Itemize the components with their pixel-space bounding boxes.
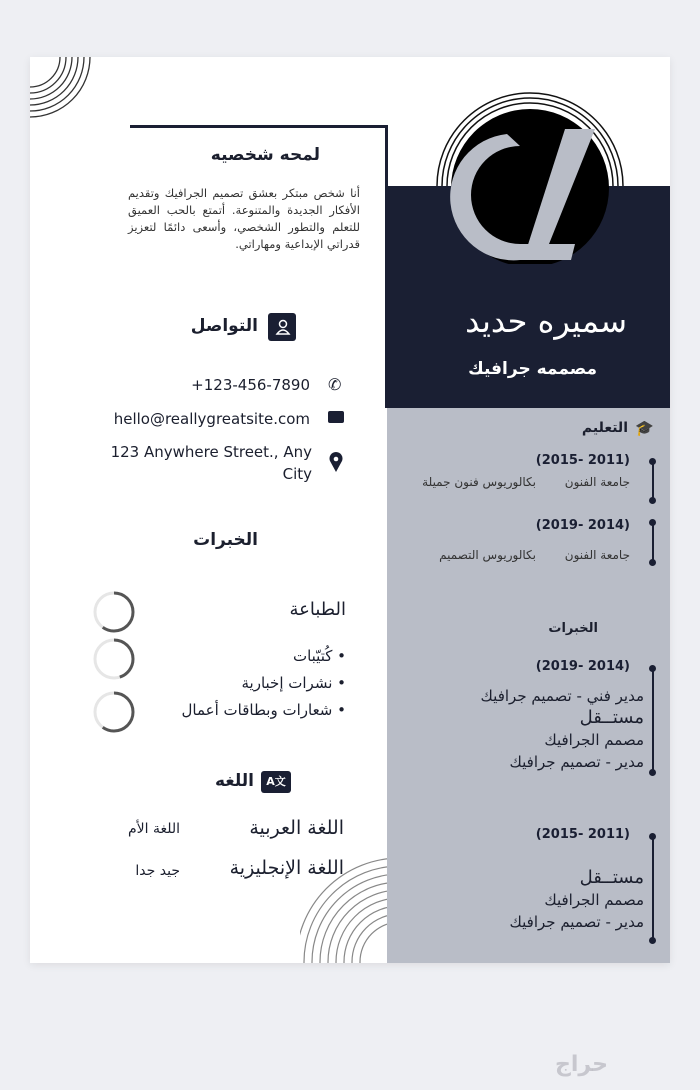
language-level: اللغة الأم xyxy=(127,821,180,837)
education-years: (2011 -2015) xyxy=(535,453,630,468)
skill-category: الطباعة xyxy=(289,599,346,620)
phone-text[interactable]: +123-456-7890 xyxy=(191,376,310,394)
frame-line xyxy=(130,125,388,128)
graduation-cap-icon: 🎓 xyxy=(635,419,654,437)
contact-heading: التواصل xyxy=(190,316,258,336)
education-school: جامعة الفنون xyxy=(564,548,630,562)
education-degree: بكالوريوس التصميم xyxy=(439,548,536,562)
education-heading: التعليم xyxy=(581,420,628,436)
language-name: اللغة الإنجليزية xyxy=(229,857,344,879)
translate-icon: A文 xyxy=(261,771,291,793)
experience-entry: مدير فني - تصميم جرافيك مستــقل مصمم الجرافيك مدير - تصميم جرافيك xyxy=(480,687,644,771)
contact-card-icon xyxy=(268,313,296,341)
watermark: حراج xyxy=(555,1052,608,1077)
address-text: 123 Anywhere Street., Any City xyxy=(110,443,312,483)
skill-level-ring xyxy=(92,590,136,634)
language-name: اللغة العربية xyxy=(249,817,344,839)
cv-card xyxy=(30,57,670,963)
experience-heading: الخبرات xyxy=(548,621,598,636)
language-level: جيد جدا xyxy=(135,863,180,879)
skill-item: • شعارات وبطاقات أعمال xyxy=(181,701,346,719)
email-icon xyxy=(328,411,344,423)
profile-text: أنا شخص مبتكر بعشق تصميم الجرافيك وتقديم الأفكار الجديدة والمتنوعة. أتمتع بالحب العميق للتعلم والتطور الشخصي، وأسعى دائمًا لتعزيز قدراتي الإبداعية ومهاراتي. xyxy=(128,186,360,251)
education-degree: بكالوريوس فنون جميلة xyxy=(422,475,536,489)
phone-icon: ✆ xyxy=(328,375,342,394)
candidate-name: سميره حديد xyxy=(465,302,627,340)
profile-heading: لمحه شخصيه xyxy=(210,145,320,165)
experience-entry: مستــقل مصمم الجرافيك مدير - تصميم جرافيك xyxy=(509,867,644,931)
skills-heading: الخبرات xyxy=(193,530,258,550)
email-text[interactable]: hello@reallygreatsite.com xyxy=(113,410,310,428)
education-school: جامعة الفنون xyxy=(564,475,630,489)
cv-logo xyxy=(425,74,635,264)
languages-heading: اللغه xyxy=(214,771,254,791)
skill-item: • كُتيّبات xyxy=(292,647,346,665)
experience-years: (2011 -2015) xyxy=(535,827,630,842)
candidate-title: مصممه جرافيك xyxy=(468,359,597,379)
decorative-arcs-top xyxy=(30,57,100,127)
location-icon xyxy=(328,451,344,473)
experience-years: (2014 -2019) xyxy=(535,659,630,674)
skills-list xyxy=(130,643,346,724)
education-years: (2014 -2019) xyxy=(535,518,630,533)
skill-item: • نشرات إخبارية xyxy=(241,674,346,692)
